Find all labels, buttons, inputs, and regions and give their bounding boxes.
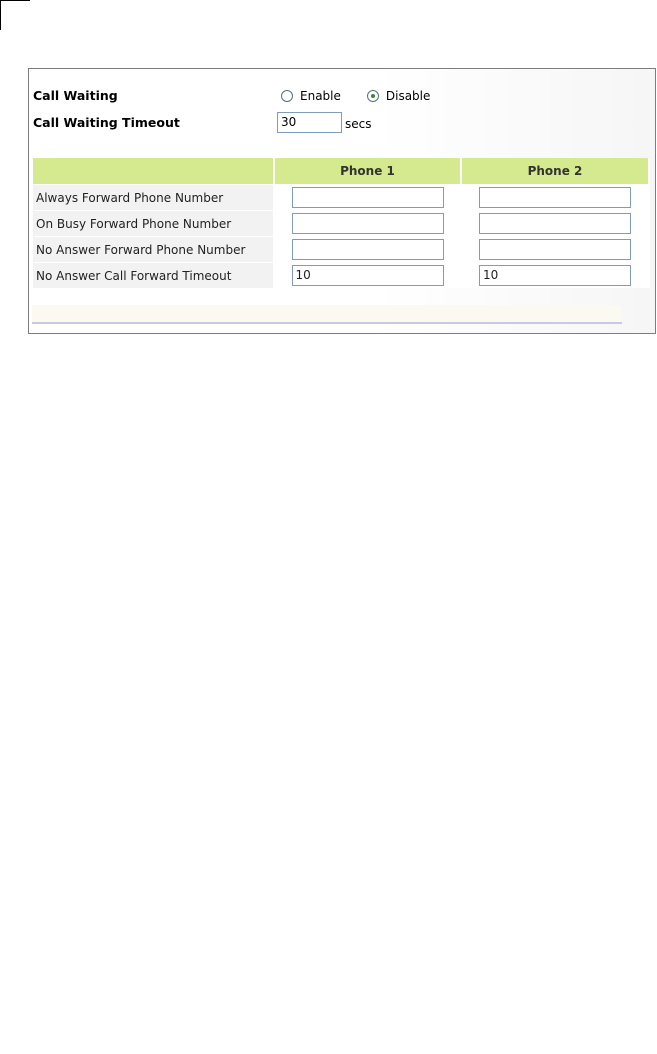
no-answer-forward-phone-2-input[interactable] [479,239,631,260]
panel-footer-bar [32,305,622,324]
on-busy-forward-phone-2-input[interactable] [479,213,631,234]
call-waiting-timeout-input[interactable]: 30 [277,112,342,133]
call-waiting-enable-option[interactable] [281,89,341,103]
enable-radio-label: Enable [300,89,341,103]
call-forward-table [33,158,650,288]
call-waiting-label: Call Waiting [33,88,118,103]
column-header-phone-1: Phone 1 [274,158,461,185]
on-busy-forward-phone-1-input[interactable] [292,213,444,234]
no-answer-forward-phone-1-input[interactable] [292,239,444,260]
table-row [33,263,649,289]
row-label-no-answer-forward: No Answer Forward Phone Number [33,237,274,263]
phone-1-cell [274,185,461,211]
call-waiting-radio-group [281,88,456,104]
row-label-on-busy-forward: On Busy Forward Phone Number [33,211,274,237]
enable-radio[interactable] [281,90,293,102]
column-header-blank [33,158,274,185]
timeout-unit-label: secs [345,117,372,131]
no-answer-timeout-phone-1-input[interactable]: 10 [292,265,444,286]
disable-radio-label: Disable [385,89,431,103]
table-row [33,237,649,263]
disable-radio[interactable] [367,90,379,102]
table-row [33,185,649,211]
always-forward-phone-1-input[interactable] [292,187,444,208]
phone-1-cell [274,237,461,263]
call-waiting-timeout-label: Call Waiting Timeout [33,115,180,130]
row-label-no-answer-timeout: No Answer Call Forward Timeout [33,263,274,289]
call-features-panel [28,68,656,334]
table-header-row [33,158,649,185]
phone-1-cell [274,211,461,237]
phone-2-cell [461,263,649,289]
phone-2-cell [461,237,649,263]
call-waiting-disable-option[interactable] [367,89,431,103]
always-forward-phone-2-input[interactable] [479,187,631,208]
crop-mark [0,0,30,30]
column-header-phone-2: Phone 2 [461,158,649,185]
phone-2-cell [461,185,649,211]
table-row [33,211,649,237]
row-label-always-forward: Always Forward Phone Number [33,185,274,211]
phone-1-cell [274,263,461,289]
phone-2-cell [461,211,649,237]
no-answer-timeout-phone-2-input[interactable]: 10 [479,265,631,286]
